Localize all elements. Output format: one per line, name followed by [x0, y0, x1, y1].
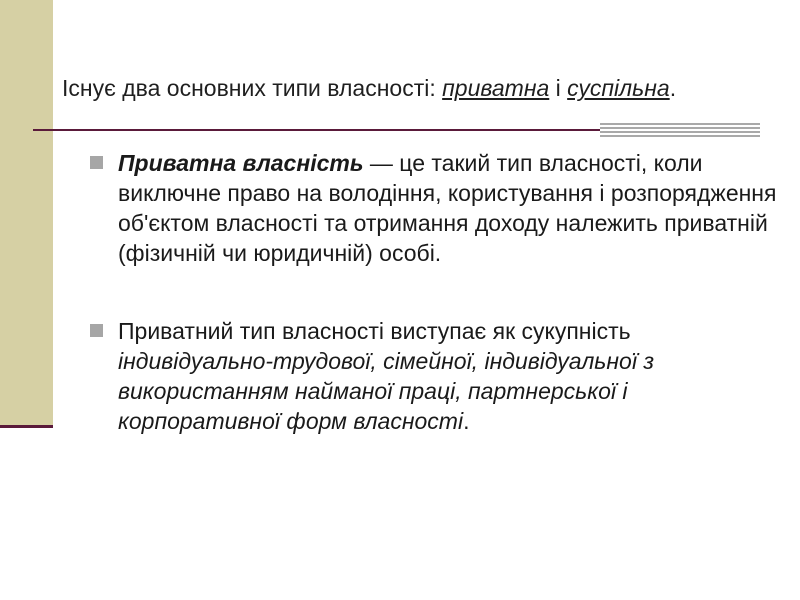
title-divider-stripes [600, 123, 760, 139]
square-bullet-icon [90, 324, 103, 337]
slide-title [62, 74, 792, 102]
bullet-lead: Приватний тип власності виступає як сукупність [118, 318, 631, 344]
title-term-public: суспільна [567, 75, 670, 101]
bullet-private-property [90, 148, 780, 268]
bullet-italic-forms: індивідуально-трудової, сімейної, індивідуальної з використанням найманої праці, партнерської і корпоративної форм власності [118, 348, 655, 434]
bullet-end: . [463, 408, 470, 434]
title-prefix: Існує два основних типи власності: [62, 75, 443, 101]
side-band [0, 0, 53, 425]
side-band-underline [0, 425, 53, 428]
title-divider-line [33, 129, 600, 131]
bullet-term: Приватна власність [118, 150, 364, 176]
title-conjunction: і [549, 75, 568, 101]
title-term-private: приватна [442, 75, 550, 101]
bullet-private-type-forms [90, 316, 780, 436]
bullet-text: — це такий тип власності, коли виключне право на володіння, користування і розпорядження об'єктом власності та отримання доходу належить приватній (фізичній чи юридичній) особі. [118, 150, 777, 266]
bullet-list [90, 148, 780, 436]
title-suffix: . [669, 75, 677, 101]
square-bullet-icon [90, 156, 103, 169]
